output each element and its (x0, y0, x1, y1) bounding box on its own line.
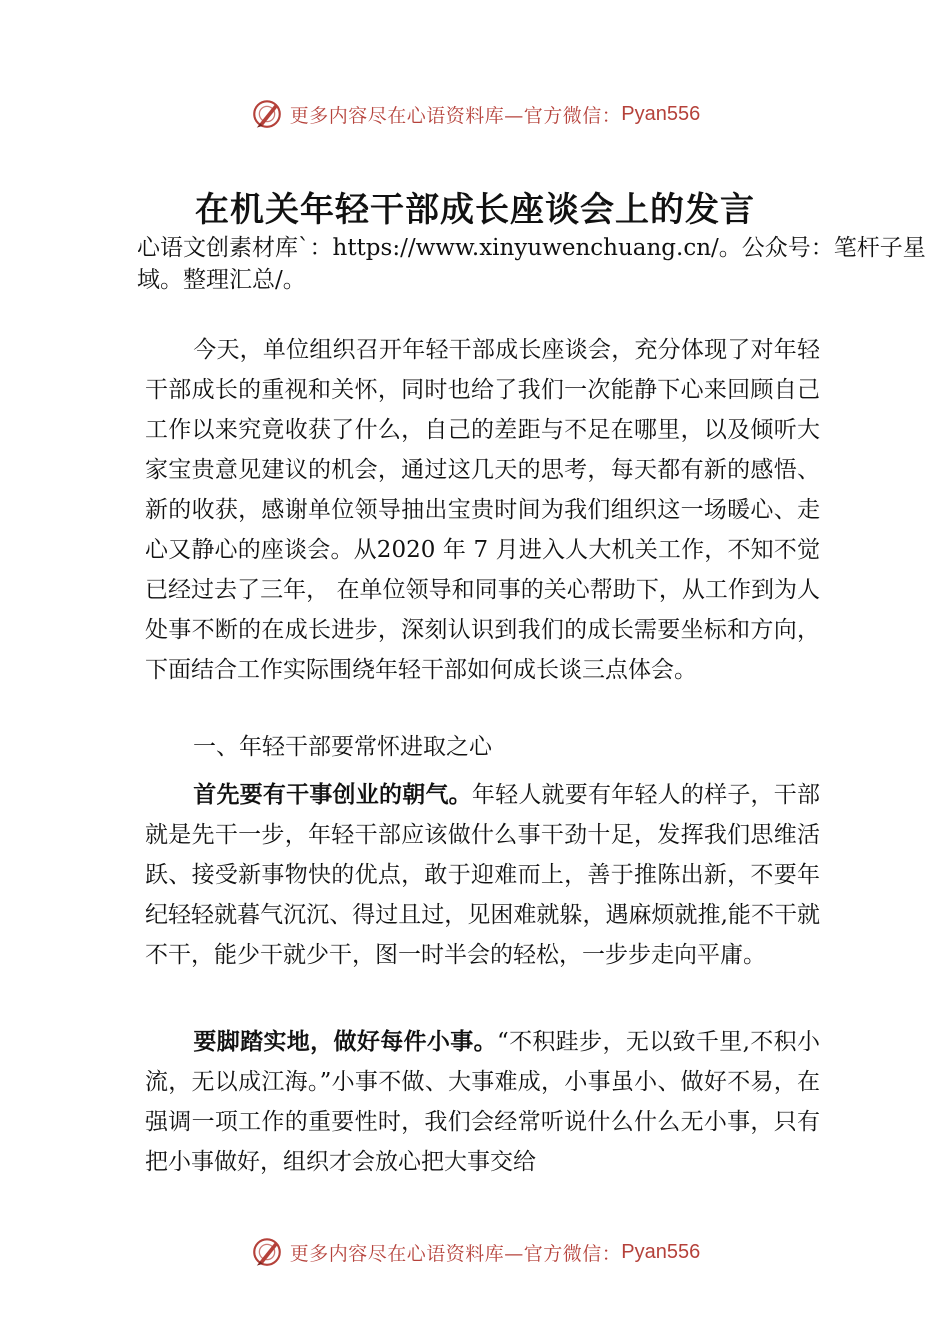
document-title: 在机关年轻干部成长座谈会上的发言 (195, 190, 755, 230)
footer-banner-text: 更多内容尽在心语资料库—官方微信： (289, 1242, 622, 1265)
paragraph-3 (145, 1022, 820, 1182)
paragraph-2-body: 年轻人就要有年轻人的样子，干部就是先干一步，年轻干部应该做什么事干劲十足，发挥我们思维活跃、接受新事物快的优点，敢于迎难而上，善于推陈出新，不要年纪轻轻就暮气沉沉、得过且过，见困难就躲，遇麻烦就推,能不干就不干，能少干就少干，图一时半会的轻松，一步步走向平庸。 (145, 782, 821, 968)
paragraph-2-lead: 首先要有干事创业的朝气。 (193, 782, 472, 808)
section-heading (145, 727, 820, 767)
header-wechat-id: Pyan556 (621, 102, 701, 125)
footer-banner (0, 1232, 950, 1272)
paragraph-3-lead: 要脚踏实地，做好每件小事。 (193, 1029, 497, 1055)
paragraph-1-text: 今天，单位组织召开年轻干部成长座谈会，充分体现了对年轻干部成长的重视和关怀，同时也给了我们一次能静下心来回顾自己工作以来究竟收获了什么，自己的差距与不足在哪里，以及倾听大家宝贵意见建议的机会，通过这几天的思考，每天都有新的感悟、新的收获，感谢单位领导抽出宝贵时间为我们组织这一场暖心、走心又静心的座谈会。从2020 年 7 月进入人大机关工作，不知不觉已经过去了三年， 在单位领导和同事的关心帮助下，从工作到为人处事不断的在成长进步，深刻认识到我们的成长需要坐标和方向，下面结合工作实际围绕年轻干部如何成长谈三点体会。 (145, 337, 820, 683)
source-note: 心语文创素材库`：https://www.xinyuwenchuang.cn/。公众号：笔杆子星域。整理汇总/。 (137, 235, 926, 293)
paragraph-2 (145, 775, 820, 975)
section-heading-text: 一、年轻干部要常怀进取之心 (193, 734, 492, 760)
header-banner-text: 更多内容尽在心语资料库—官方微信： (289, 104, 622, 127)
pen-nib-logo-icon (250, 97, 284, 131)
footer-wechat-id: Pyan556 (621, 1240, 701, 1263)
header-banner (0, 94, 950, 134)
paragraph-3-body: “不积跬步，无以致千里,不积小流，无以成江海。”小事不做、大事难成，小事虽小、做好不易，在强调一项工作的重要性时，我们会经常听说什么什么无小事，只有把小事做好，组织才会放心把大事交给 (145, 1029, 820, 1175)
paragraph-1 (145, 330, 820, 690)
pen-nib-logo-icon (250, 1235, 284, 1269)
